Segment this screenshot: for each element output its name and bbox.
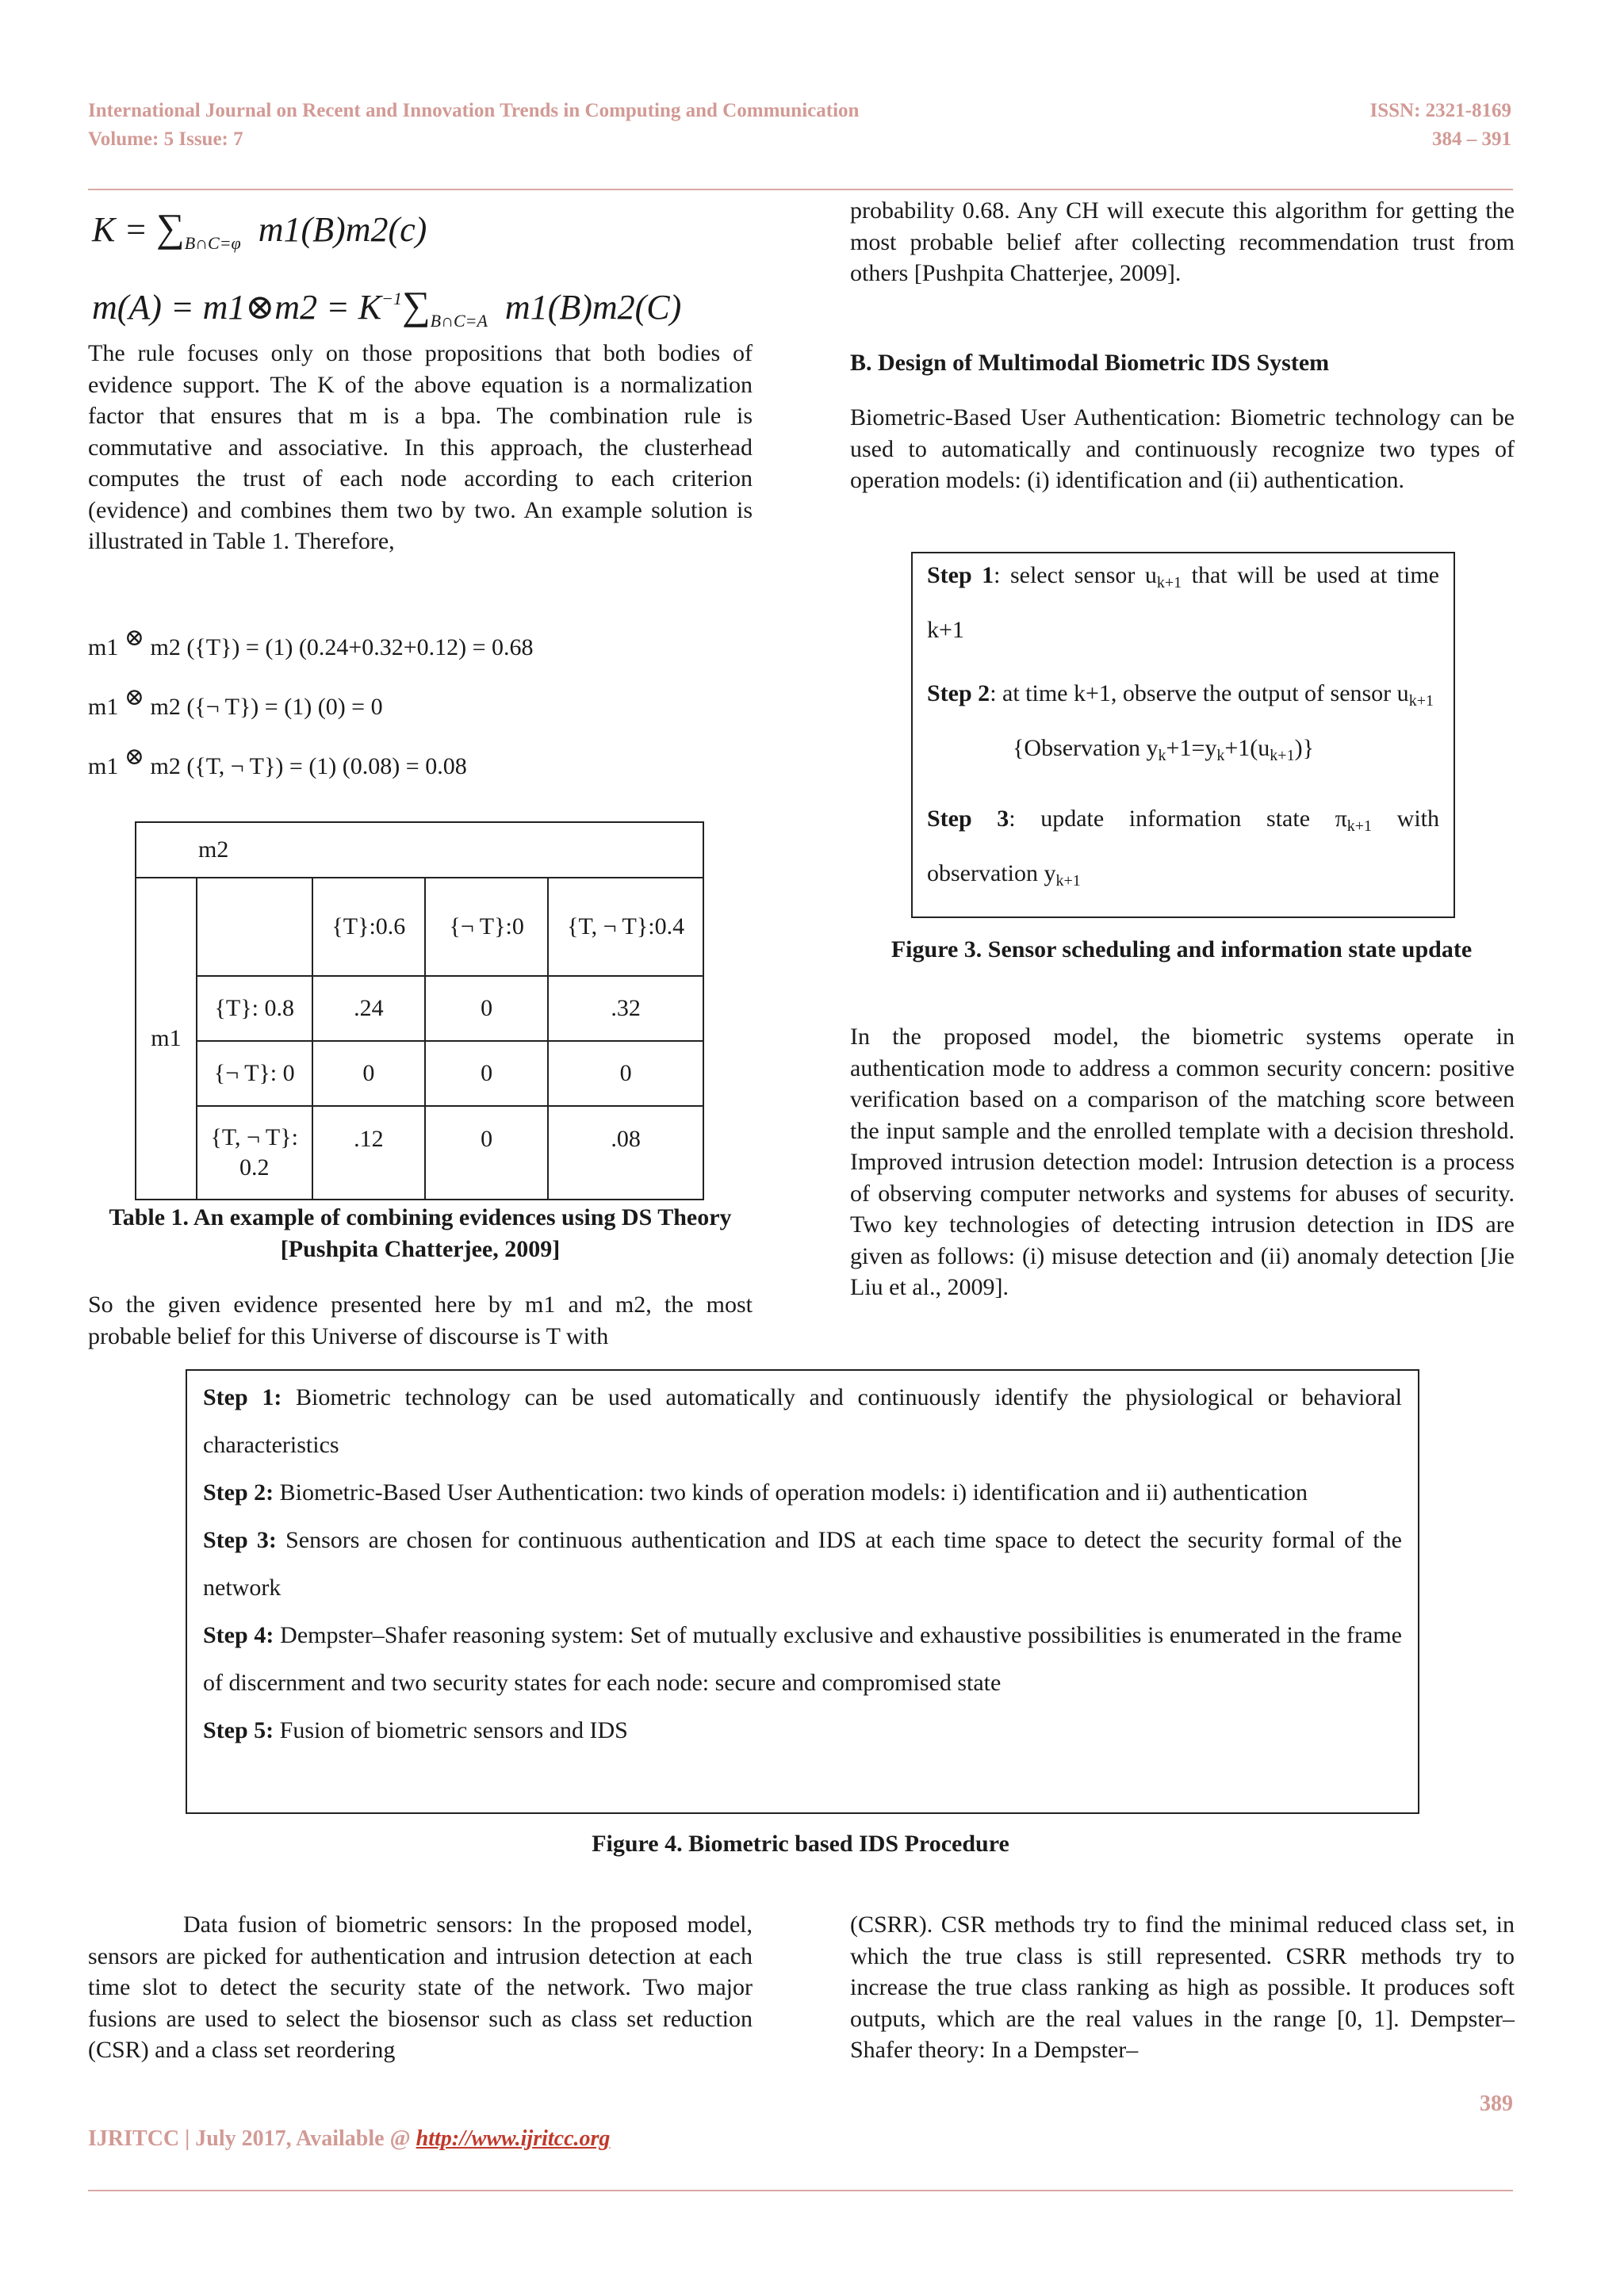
fig3-step3-text: : update information state π [1009,806,1347,832]
footer-label: IJRITCC | July 2017, Available @ [88,2126,416,2151]
obs-text-c: +1(u [1224,735,1270,761]
fig4-step-text: Biometric-Based User Authentication: two kinds of operation models: i) identification and ii) authentication [274,1479,1308,1506]
fig4-step-1 [203,1374,1402,1469]
table-cell: 0 [425,1041,548,1106]
calc2-text: m2 ({¬ T}) = (1) (0) = 0 [150,694,383,720]
fig4-step-2 [203,1469,1402,1517]
volume-issue: Volume: 5 Issue: 7 [88,128,243,150]
table-cell: 0 [312,1041,426,1106]
equation-k: $K = \sum_{B\cap C=\varphi}$ m1(B)m2(c) [92,205,427,253]
table-row [136,976,703,1041]
page-range: 384 – 391 [1432,128,1511,150]
fig3-step3-sub2: k+1 [1055,872,1081,890]
figure-3-caption: Figure 3. Sensor scheduling and information state update [891,936,1473,962]
obs-sub-3: k+1 [1270,747,1295,764]
calc3-m1: m1 [88,753,119,779]
table-cell: .12 [312,1106,426,1200]
fig4-step-5 [203,1707,1402,1755]
table-row-header: {T, ¬ T}: 0.2 [197,1106,312,1200]
left-paragraph-1: The rule focuses only on those propositions that both bodies of evidence support. The K of the above equation is a normalization factor that ensures that m is a bpa. The combination rule is commutative and associative. In this approach, the clusterhead computes the trust of each node according to each criterion (evidence) and combines them two by two. An example solution is illustrated in Table 1. Therefore, [88,340,753,554]
calc1-m1: m1 [88,634,119,660]
table-row [136,1106,703,1200]
otimes-icon: ⊗ [124,625,144,651]
fig4-step-text: Sensors are chosen for continuous authentication and IDS at each time space to detect the security formal of the network [203,1527,1402,1601]
bottom-left-paragraph: Data fusion of biometric sensors: In the proposed model, sensors are picked for authentication and intrusion detection at each time slot to detect the security state of the network. Two major fusions are used to select the biosensor such as class set reduction (CSR) and a class set reordering [88,1911,753,2063]
fig4-step-3 [203,1517,1402,1612]
fig3-step1-label: Step 1 [927,562,994,588]
fig3-step3-text-b: with observation y [927,806,1439,886]
fig3-step3-label: Step 3 [927,806,1009,832]
fig4-step-text: Fusion of biometric sensors and IDS [274,1717,628,1743]
fig4-step-label: Step 3: [203,1527,277,1553]
equation-combination: m(A) = m1⊗m2 = $K^{-1}\sum_{B\cap C=A}$ m1(B)m2(C) [92,283,682,331]
equation-combination-subscript: B∩C=A [430,311,488,331]
fig4-step-label: Step 2: [203,1479,274,1506]
journal-link[interactable]: http://www.ijritcc.org [416,2126,611,2151]
table-cell: .32 [548,976,703,1041]
obs-sub-2: k [1216,747,1225,764]
calc1-text: m2 ({T}) = (1) (0.24+0.32+0.12) = 0.68 [150,634,534,660]
fig4-step-text: Dempster–Shafer reasoning system: Set of mutually exclusive and exhaustive possibilities is enumerated in the frame of discernment and two security states for each node: secure and compromised state [203,1622,1402,1696]
right-paragraph-1: probability 0.68. Any CH will execute this algorithm for getting the most probable belief after collecting recommendation trust from others [Pushpita Chatterjee, 2009]. [850,197,1515,286]
bottom-right-paragraph: (CSRR). CSR methods try to find the minimal reduced class set, in which the true class is still represented. CSRR methods try to increase the true class ranking as high as possible. It produces soft outputs, which are the real values in the range [0, 1]. Dempster–Shafer theory: In a Dempster– [850,1911,1515,2063]
calc2-m1: m1 [88,694,119,720]
table-col-header: {T, ¬ T}:0.4 [548,878,703,976]
calc3-text: m2 ({T, ¬ T}) = (1) (0.08) = 0.08 [150,753,467,779]
right-paragraph-3: In the proposed model, the biometric systems operate in authentication mode to address a common security concern: positive verification based on a comparison of the matching score between the input sample and the enrolled template with a decision threshold. Improved intrusion detection model: Intrusion detection is a process of observing computer networks and systems for abuses of security. Two key technologies of detecting intrusion detection in IDS are given as follows: (i) misuse detection and (ii) anomaly detection [Jie Liu et al., 2009]. [850,1024,1515,1300]
obs-text-d: )} [1294,735,1314,761]
calc-line-2 [88,682,383,723]
fig3-step2-label: Step 2 [927,680,990,706]
fig3-step2-sub: k+1 [1408,692,1434,710]
fig3-step1-text: : select sensor u [994,562,1157,588]
table-m1-header: m1 [136,878,197,1200]
otimes-icon: ⊗ [124,684,144,710]
table-row-header: {¬ T}: 0 [197,1041,312,1106]
table-1-caption: Table 1. An example of combining evidences using DS Theory [Pushpita Chatterjee, 2009] [109,1204,732,1262]
calc-line-1 [88,622,534,664]
issn: ISSN: 2321-8169 [1369,100,1511,121]
table-m2-header: m2 [136,822,703,878]
fig3-step1-text-b: that will be used at time k+1 [927,562,1439,643]
table-row-header: {T}: 0.8 [197,976,312,1041]
fig4-step-label: Step 5: [203,1717,274,1743]
table-corner [197,878,312,976]
table-cell: 0 [425,1106,548,1200]
calc-line-3 [88,741,467,783]
page-number: 389 [1480,2091,1513,2116]
fig3-step-1 [927,552,1439,654]
fig3-step-3 [927,795,1439,905]
table-col-header: {T}:0.6 [312,878,426,976]
fig3-step3-sub1: k+1 [1346,817,1373,835]
figure-4-box [186,1369,1419,1814]
fig4-step-4 [203,1612,1402,1707]
fig3-observation [927,725,1439,779]
section-heading: B. Design of Multimodal Biometric IDS System [850,350,1330,376]
evidence-table [135,821,704,1200]
figure-4-caption: Figure 4. Biometric based IDS Procedure [592,1831,1009,1857]
header-rule [88,189,1513,190]
left-paragraph-2: So the given evidence presented here by m1 and m2, the most probable belief for this Universe of discourse is T with [88,1292,753,1349]
table-cell: 0 [425,976,548,1041]
obs-sub-1: k [1158,747,1166,764]
otimes-icon: ⊗ [124,744,144,770]
footer-rule [88,2190,1513,2191]
equation-k-subscript: B∩C=φ [184,233,241,253]
right-paragraph-2: Biometric-Based User Authentication: Biometric technology can be used to automatically and continuously recognize two types of operation models: (i) identification and (ii) authentication. [850,404,1515,493]
fig4-step-label: Step 4: [203,1622,274,1648]
journal-title: International Journal on Recent and Innovation Trends in Computing and Communication [88,100,860,121]
fig3-step1-sub: k+1 [1156,574,1182,591]
fig3-step-2 [927,670,1439,725]
table-col-header: {¬ T}:0 [425,878,548,976]
fig3-step2-text: : at time k+1, observe the output of sensor u [990,680,1409,706]
footer-text [88,2126,610,2152]
fig4-step-label: Step 1: [203,1384,282,1410]
fig4-step-text: Biometric technology can be used automatically and continuously identify the physiological or behavioral characteristics [203,1384,1402,1458]
figure-3-box [911,552,1455,918]
obs-text-b: +1=y [1166,735,1217,761]
table-cell: .08 [548,1106,703,1200]
table-cell: .24 [312,976,426,1041]
table-cell: 0 [548,1041,703,1106]
table-row [136,1041,703,1106]
obs-text-a: {Observation y [1013,735,1159,761]
